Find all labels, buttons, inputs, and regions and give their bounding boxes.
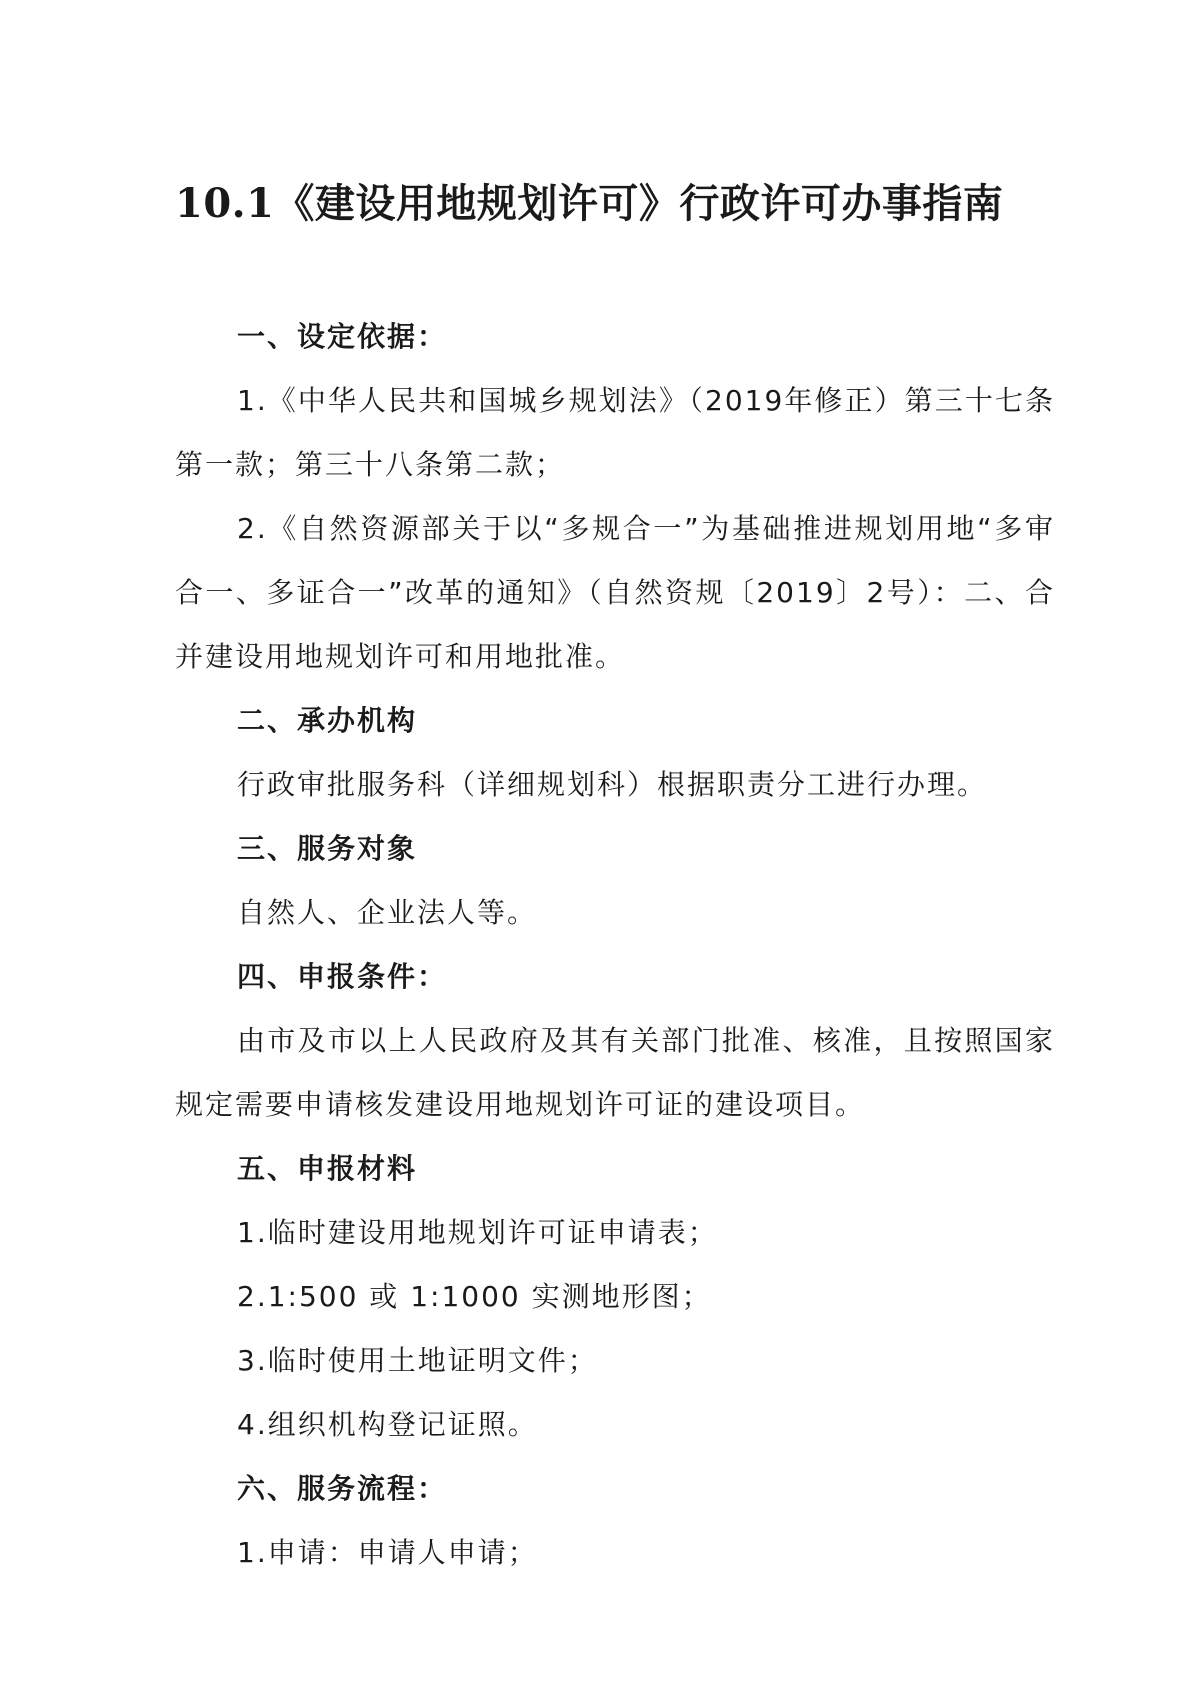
materials-item-1: 1.临时建设用地规划许可证申请表； [237, 1216, 718, 1249]
section-heading-agency: 二、承办机构 [237, 704, 418, 737]
conditions-text: 由市及市以上人民政府及其有关部门批准、核准，且按照国家规定需要申请核发建设用地规划许可证的建设项目。 [175, 1024, 1055, 1121]
document-body [175, 305, 1055, 1585]
section-heading-basis: 一、设定依据： [237, 320, 448, 353]
section-heading-process: 六、服务流程： [237, 1472, 448, 1505]
basis-item-1: 1.《中华人民共和国城乡规划法》（2019年修正）第三十七条第一款；第三十八条第二款； [175, 384, 1055, 481]
target-text: 自然人、企业法人等。 [237, 896, 538, 929]
section-heading-target: 三、服务对象 [237, 832, 418, 865]
basis-item-2: 2.《自然资源部关于以“多规合一”为基础推进规划用地“多审合一、多证合一”改革的通知》（自然资规〔2019〕2号）：二、合并建设用地规划许可和用地批准。 [175, 512, 1055, 673]
agency-text: 行政审批服务科（详细规划科）根据职责分工进行办理。 [237, 768, 988, 801]
materials-item-3: 3.临时使用土地证明文件； [237, 1344, 598, 1377]
process-item-1: 1.申请：申请人申请； [237, 1536, 538, 1569]
section-heading-materials: 五、申报材料 [237, 1152, 418, 1185]
materials-item-4: 4.组织机构登记证照。 [237, 1408, 538, 1441]
materials-item-2: 2.1:500 或 1:1000 实测地形图； [237, 1280, 712, 1313]
section-heading-conditions: 四、申报条件： [237, 960, 448, 993]
document-title: 10.1《建设用地规划许可》行政许可办事指南 [175, 180, 1004, 227]
